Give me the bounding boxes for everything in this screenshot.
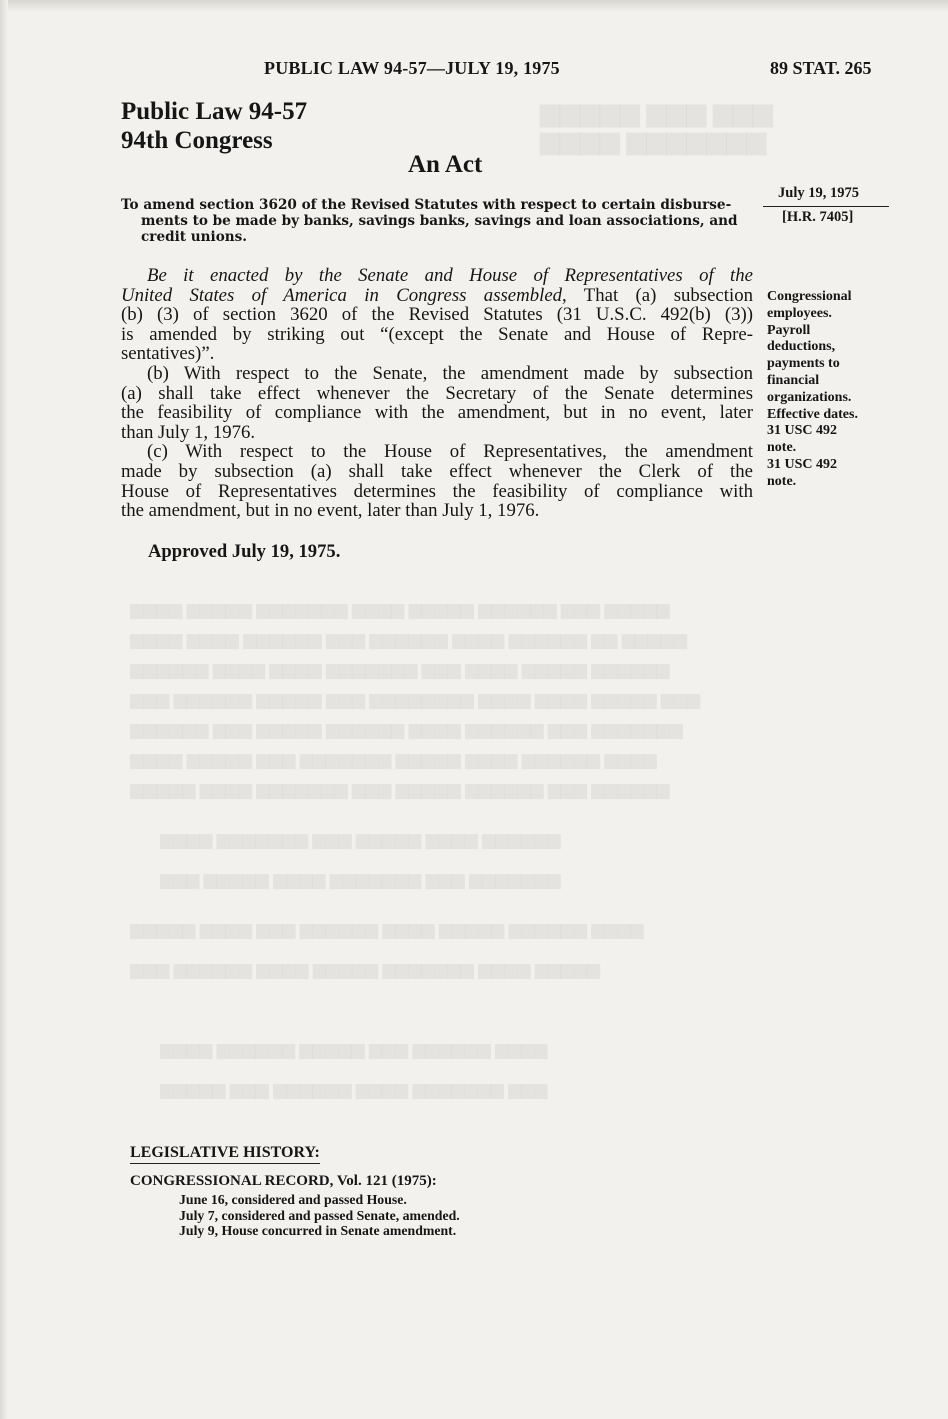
public-law-number: Public Law 94-57 bbox=[121, 98, 308, 125]
scan-top-edge bbox=[0, 0, 948, 12]
enactment-date: July 19, 1975 bbox=[778, 185, 859, 201]
statute-page: ▆▆▆▆▆ ▆▆▆ ▆▆▆ ▆▆▆▆ ▆▆▆▆▆▆▆ ▆▆▆▆ ▆▆▆▆▆ ▆▆▆▆▆▆▆ ▆▆▆▆ ▆▆▆▆▆ ▆▆▆▆▆▆ ▆▆▆ ▆▆▆▆▆ ▆▆▆▆ ▆▆▆▆ ▆▆▆▆▆▆ ▆▆▆ ▆▆▆▆▆▆ ▆▆▆▆ ▆▆▆▆▆▆ ▆▆ ▆▆▆▆▆ ▆▆▆▆▆▆ ▆▆▆▆ ▆▆▆▆ ▆▆▆▆▆▆▆ ▆▆▆ ▆▆▆▆ ▆▆▆▆▆ ▆▆▆▆▆▆ ▆▆▆ ▆▆▆▆▆▆ ▆▆▆▆▆ ▆▆▆ ▆▆▆▆▆▆▆▆ ▆▆▆▆ ▆▆▆▆ ▆▆▆▆▆ ▆▆▆ ▆▆▆▆▆▆ ▆▆▆ ▆▆▆▆▆ ▆▆▆▆▆▆ ▆▆▆▆ ▆▆▆▆▆▆ ▆▆▆ ▆▆▆▆▆▆▆ ▆▆▆▆ ▆▆▆▆▆ ▆▆▆ ▆▆▆▆▆▆▆ ▆▆▆▆▆ ▆▆▆▆ ▆▆▆▆▆▆ ▆▆▆▆ ▆▆▆▆▆ ▆▆▆▆ ▆▆▆▆▆▆▆ ▆▆▆ ▆▆▆▆▆ ▆▆▆▆▆▆ ▆▆▆ ▆▆▆▆▆▆ ▆▆▆▆ ▆▆▆▆▆▆▆ ▆▆▆ ▆▆▆▆▆ ▆▆▆▆ ▆▆▆▆▆▆ ▆▆▆ ▆▆▆▆▆ ▆▆▆▆ ▆▆▆▆▆▆▆ ▆▆▆ ▆▆▆▆▆▆▆ ▆▆▆▆▆ ▆▆▆▆ ▆▆▆ ▆▆▆▆▆▆ ▆▆▆▆ ▆▆▆▆▆ ▆▆▆▆▆▆ ▆▆▆▆ ▆▆▆ ▆▆▆▆▆▆ ▆▆▆▆ ▆▆▆▆▆ ▆▆▆▆▆▆▆ ▆▆▆▆ ▆▆▆▆▆ ▆▆▆▆ ▆▆▆▆▆▆ ▆▆▆▆▆ ▆▆▆ ▆▆▆▆▆▆ ▆▆▆▆ ▆▆▆▆▆ ▆▆▆ ▆▆▆▆▆▆ ▆▆▆▆ ▆▆▆▆▆▆▆ ▆▆▆ PUBLIC LAW 94-57—JULY 19, 1975 89 STAT. 265 Public Law 94-57 94th Congress An Act To amend section 3620 of the Revised Statutes with respect to certain disburse- ments to be made by banks, savings banks, savings and loan associations, and credit unions. July 19, 1975 [H.R. 7405] Be it enacted by the Senate and House of Representatives of the United States of America in Congress assembled, That (a) subsection (b) (3) of section 3620 of the Revised Statutes (31 U.S.C. 492(b) (3)) is amended by striking out “(except the Senate and House of Repre- sentatives)”. (b) With respect to the Senate, the amendment made by subsection (a) shall take effect whenever the Secretary of the Senate determines the feasibility of compliance with the amendment, but in no event, later than July 1, 1976. (c) With respect to the House of Representatives, the amendment made by subsection (a) shall take effect whenever the Clerk of the House of Representatives determines the feasibility of compliance with the amendment, but in no event, later than July 1, 1976. Congressional employees. Payroll deductions, payments to financial organizations. Effective dates. 31 USC 492 note. 31 USC 492 note. Approved July 19, 1975. LEGISLATIVE HISTORY: CONGRESSIONAL RECORD, Vol. 121 (1975): June 16, considered and passed House. July 7, considered and passed Senate, amended. July 9, House concurred in Senate amendment. bbox=[0, 0, 948, 1419]
enacting-clause-line bbox=[121, 286, 753, 306]
congressional-record-reference: CONGRESSIONAL RECORD, Vol. 121 (1975): bbox=[130, 1173, 437, 1189]
section-a-line: (b) (3) of section 3620 of the Revised Statutes (31 U.S.C. 492(b) (3)) bbox=[121, 304, 753, 326]
section-c-line: made by subsection (a) shall take effect whenever the Clerk of the bbox=[121, 460, 753, 482]
act-body bbox=[121, 266, 753, 521]
purpose-line: credit unions. bbox=[141, 229, 248, 245]
scan-left-edge bbox=[0, 0, 8, 1419]
purpose-line: To amend section 3620 of the Revised Statutes with respect to certain disburse- bbox=[121, 197, 732, 213]
side-rule bbox=[763, 206, 889, 207]
section-a-line: is amended by striking out “(except the Senate and House of Repre- bbox=[121, 323, 753, 345]
section-b-line: (b) With respect to the Senate, the amendment made by subsection bbox=[147, 362, 753, 384]
congress-number: 94th Congress bbox=[121, 127, 273, 154]
enacting-clause-italic: Be it enacted by the Senate and House of Representatives of the bbox=[147, 265, 753, 286]
margin-notes bbox=[767, 289, 887, 491]
section-b-line: the feasibility of compliance with the amendment, but in no event, later bbox=[121, 402, 753, 424]
margin-note: deductions, bbox=[767, 339, 836, 355]
margin-note: Payroll bbox=[767, 322, 811, 338]
margin-note: payments to bbox=[767, 356, 840, 372]
margin-note: note. bbox=[767, 473, 797, 489]
section-a-line: sentatives)”. bbox=[121, 343, 215, 365]
section-b-line: than July 1, 1976. bbox=[121, 421, 256, 443]
section-b-line: (a) shall take effect whenever the Secretary of the Senate determines bbox=[121, 382, 753, 404]
margin-note: organizations. bbox=[767, 389, 852, 405]
section-c-line: House of Representatives determines the feasibility of compliance with bbox=[121, 480, 753, 502]
enacting-clause-italic: United States of America in Congress assembled bbox=[121, 284, 563, 306]
act-heading: An Act bbox=[408, 151, 483, 178]
margin-note: employees. bbox=[767, 305, 832, 321]
bill-number: [H.R. 7405] bbox=[782, 209, 854, 225]
legislative-history-heading: LEGISLATIVE HISTORY: bbox=[130, 1144, 320, 1161]
legislative-history-underline bbox=[130, 1163, 320, 1164]
running-head: PUBLIC LAW 94-57—JULY 19, 1975 bbox=[264, 58, 560, 78]
legislative-actions bbox=[179, 1192, 460, 1239]
purpose-clause bbox=[121, 197, 753, 245]
legislative-action: July 7, considered and passed Senate, amended. bbox=[179, 1207, 460, 1223]
margin-note: note. bbox=[767, 440, 797, 456]
purpose-line: ments to be made by banks, savings banks, savings and loan associations, and bbox=[141, 213, 738, 229]
legislative-action: June 16, considered and passed House. bbox=[179, 1192, 407, 1207]
margin-note: Congressional bbox=[767, 289, 852, 304]
margin-note: financial bbox=[767, 372, 820, 388]
margin-note: Effective dates. bbox=[767, 406, 858, 422]
approval-date: Approved July 19, 1975. bbox=[148, 541, 341, 562]
legislative-action: July 9, House concurred in Senate amendment. bbox=[179, 1223, 457, 1239]
section-a-start: , That (a) subsection bbox=[562, 284, 753, 306]
section-c-line: the amendment, but in no event, later than July 1, 1976. bbox=[121, 500, 540, 522]
margin-note: 31 USC 492 bbox=[767, 423, 838, 439]
margin-note: 31 USC 492 bbox=[767, 456, 838, 472]
enacting-clause-line bbox=[121, 266, 753, 286]
section-c-line: (c) With respect to the House of Representatives, the amendment bbox=[147, 441, 753, 463]
statute-page-reference: 89 STAT. 265 bbox=[770, 58, 872, 78]
